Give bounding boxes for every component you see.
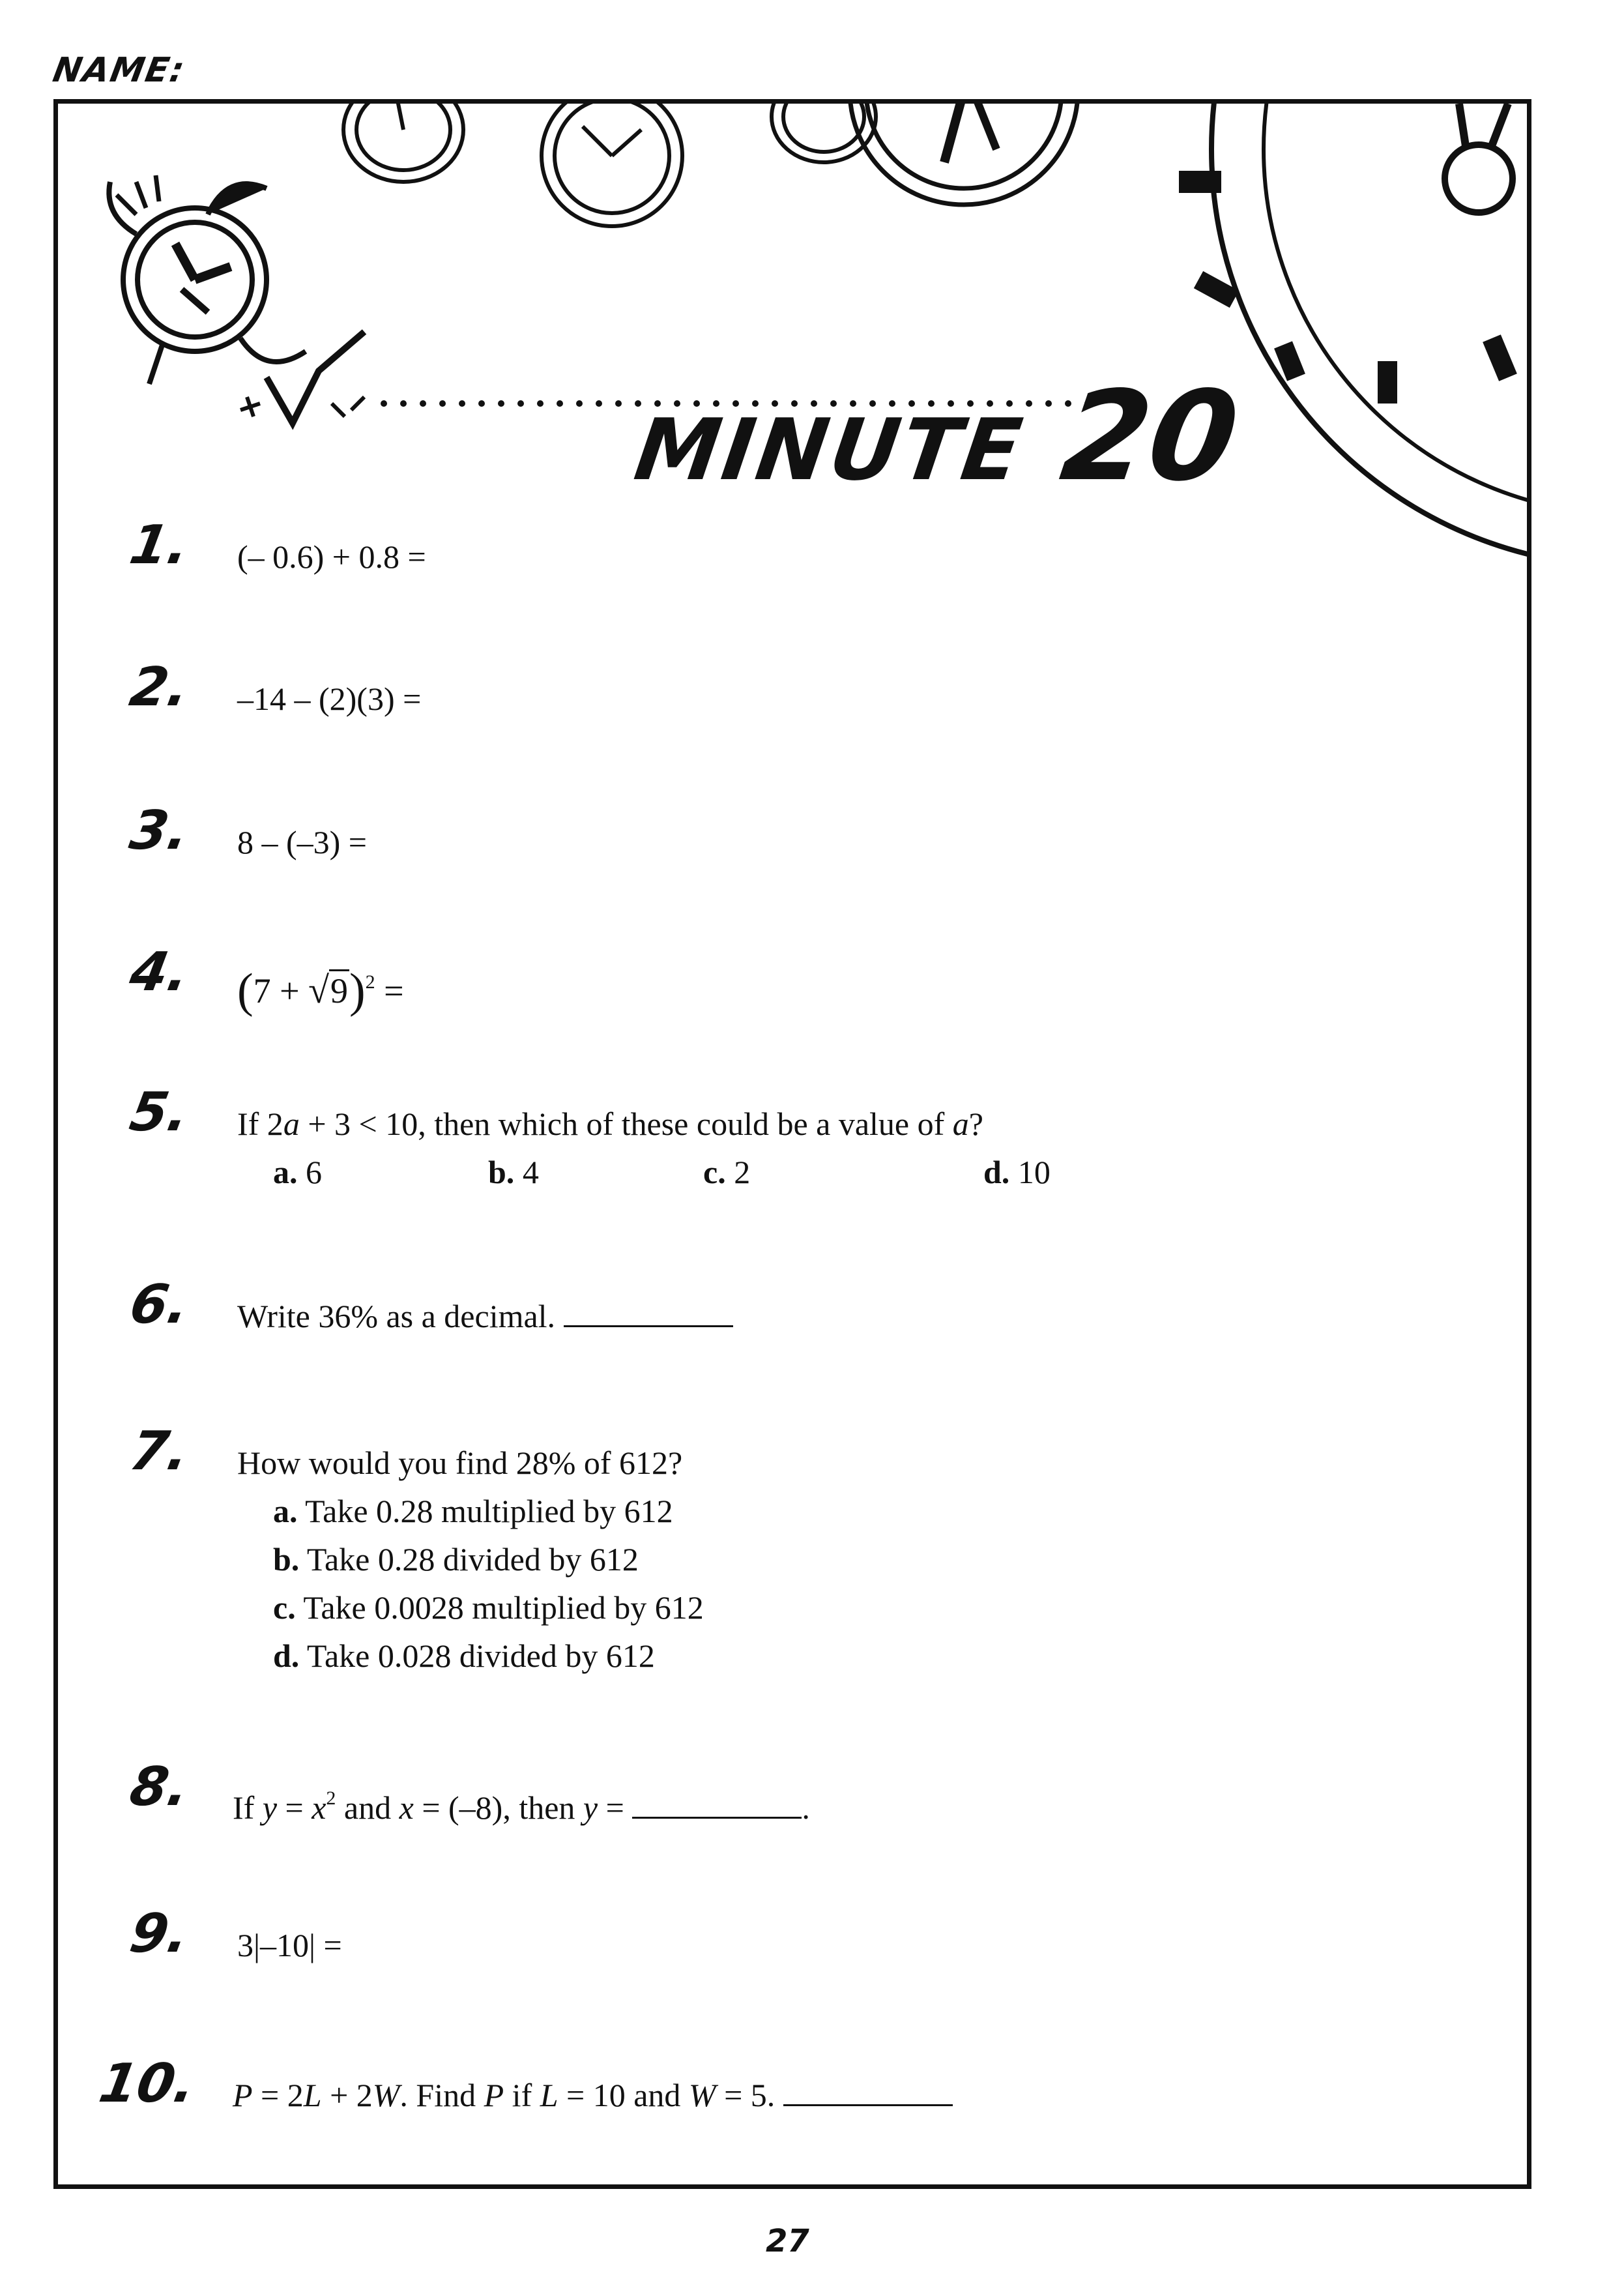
question-text: 3|–10| = bbox=[237, 1927, 342, 1963]
page-number: 27 bbox=[766, 2223, 809, 2259]
page-title bbox=[628, 364, 1246, 508]
question-text: If $y = x^2$ and x = (–8), then y = . bbox=[233, 1787, 810, 1826]
answer-blank[interactable] bbox=[564, 1297, 733, 1327]
question-number: 9. bbox=[125, 1903, 194, 1965]
question-number: 5. bbox=[125, 1081, 194, 1143]
option-d: d. Take 0.028 divided by 612 bbox=[273, 1637, 655, 1674]
small-clock-icon bbox=[542, 104, 682, 226]
answer-options bbox=[273, 1487, 704, 1680]
title-number: 20 bbox=[1054, 364, 1247, 508]
question-text: –14 – (2)(3) = bbox=[237, 681, 422, 717]
question-text: $(7 + √9)^2$ = bbox=[237, 964, 404, 1018]
answer-blank[interactable] bbox=[783, 2076, 953, 2106]
question-text: P = 2L + 2W. Find P if L = 10 and W = 5. bbox=[233, 2071, 953, 2119]
question-text: 8 – (–3) = bbox=[237, 824, 367, 860]
option-a: a. Take 0.28 multiplied by 612 bbox=[273, 1493, 673, 1529]
option-c: c. 2 bbox=[703, 1154, 751, 1190]
expression-base: 7 + bbox=[253, 971, 309, 1010]
question-number: 8. bbox=[125, 1756, 194, 1818]
question-text: How would you find 28% of 612? bbox=[237, 1445, 683, 1481]
expression-tail: = bbox=[384, 971, 404, 1010]
title-word: MINUTE bbox=[629, 400, 1030, 499]
option-b: b. Take 0.28 divided by 612 bbox=[273, 1541, 639, 1578]
question-number: 2. bbox=[125, 656, 194, 718]
large-clock-icon bbox=[1179, 104, 1527, 566]
expression-exponent: 2 bbox=[365, 971, 375, 993]
question-number: 3. bbox=[125, 800, 194, 862]
expression-radicand: 9 bbox=[329, 969, 349, 1010]
small-clock-icon bbox=[850, 104, 1078, 205]
option-a: a. 6 bbox=[273, 1154, 322, 1190]
worksheet-frame bbox=[53, 99, 1531, 2189]
alarm-clock-icon bbox=[109, 175, 364, 423]
option-c: c. Take 0.0028 multiplied by 612 bbox=[273, 1589, 704, 1626]
option-d: d. 10 bbox=[983, 1154, 1051, 1190]
answer-blank[interactable] bbox=[632, 1788, 802, 1819]
question-number: 4. bbox=[125, 941, 194, 1003]
question-text: (– 0.6) + 0.8 = bbox=[237, 538, 426, 575]
question-text: If 2a + 3 < 10, then which of these could be a value of a? bbox=[237, 1106, 983, 1142]
question-number: 10. bbox=[94, 2053, 201, 2115]
option-b: b. 4 bbox=[488, 1154, 539, 1190]
small-clock-icon bbox=[343, 104, 463, 182]
question-number: 1. bbox=[125, 514, 194, 576]
question-text: Write 36% as a decimal. bbox=[237, 1292, 733, 1340]
question-number: 7. bbox=[125, 1420, 194, 1482]
name-label: NAME: bbox=[50, 51, 189, 90]
question-number: 6. bbox=[125, 1274, 194, 1336]
